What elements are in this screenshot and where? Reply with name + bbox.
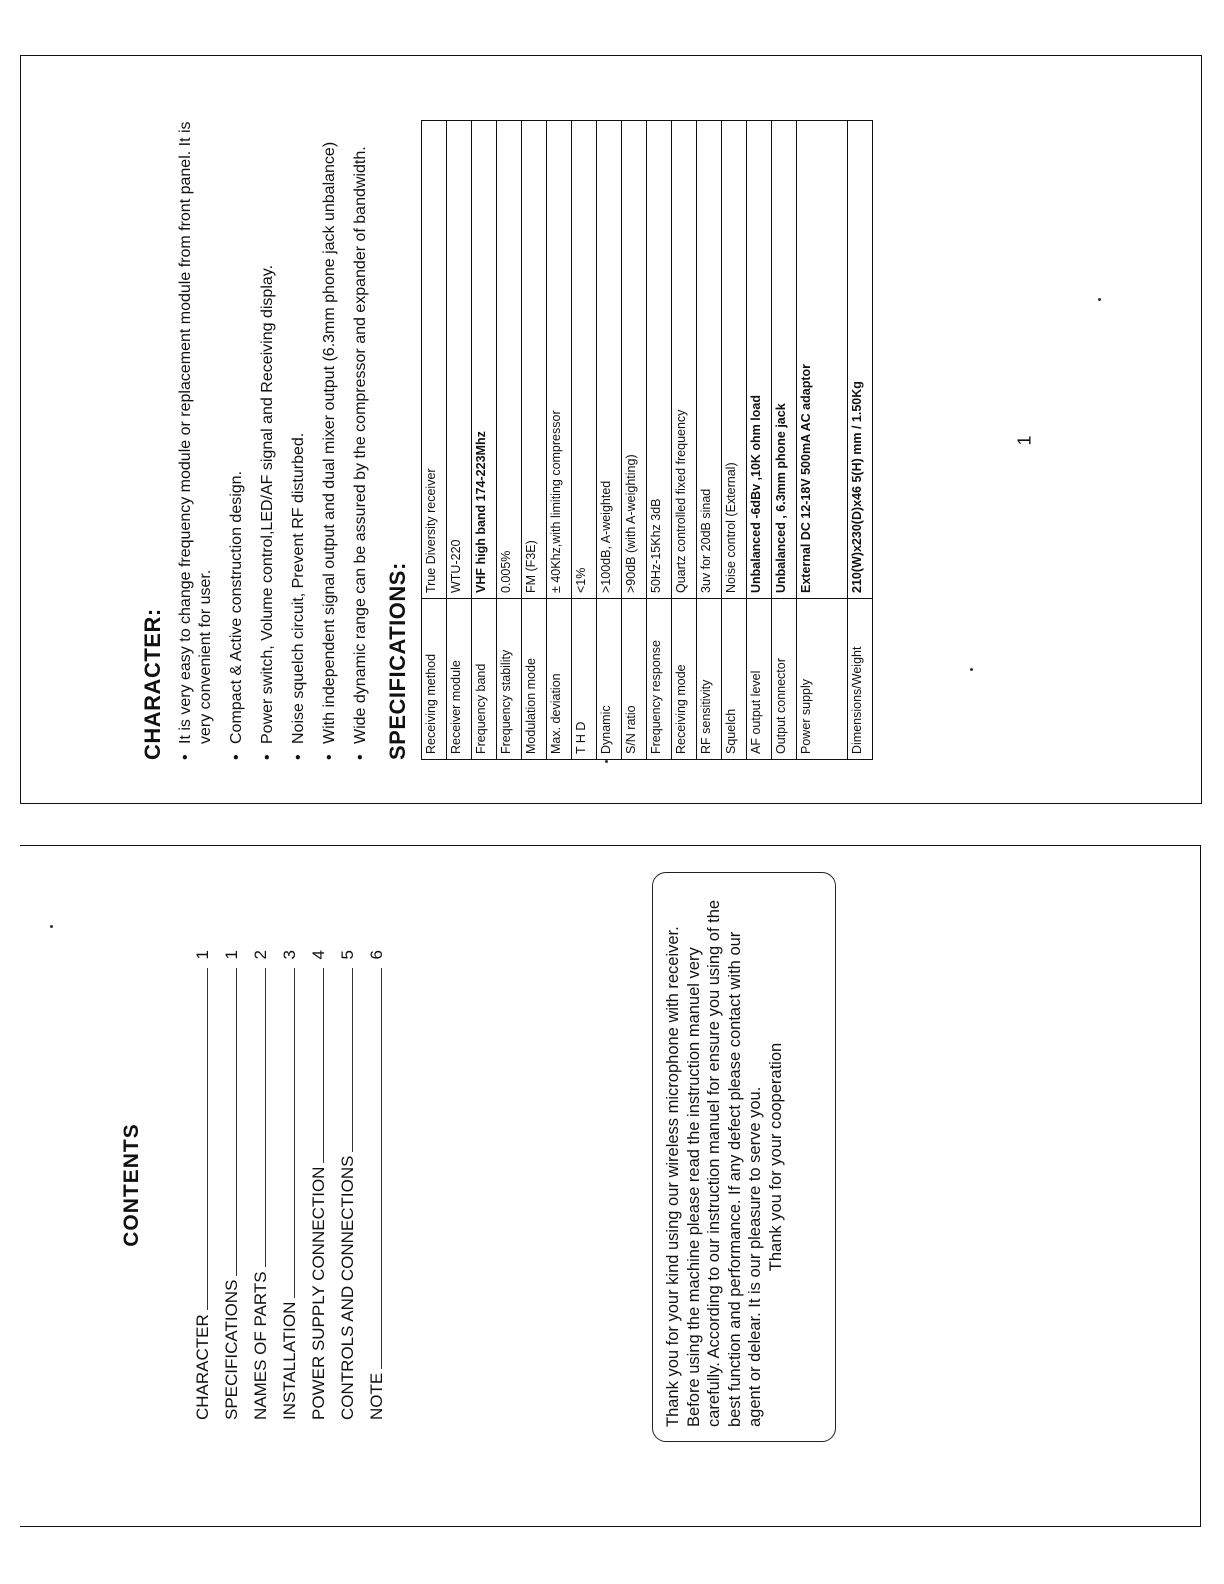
spec-label: Dimensions/Weight (848, 599, 873, 760)
spec-row (447, 121, 472, 760)
specifications-table (421, 120, 873, 760)
contents-section (120, 950, 420, 1420)
scan-speck (970, 668, 973, 671)
contents-entry-page: 5 (338, 950, 357, 960)
spec-value: 210(W)x230(D)x46 5(H) mm / 1.50Kg (848, 121, 873, 599)
contents-entry-page: 4 (309, 950, 328, 960)
contents-leader-line (265, 968, 266, 1267)
spec-row (747, 121, 772, 760)
spec-value: Noise control (External) (722, 121, 747, 599)
spec-label: S/N ratio (622, 599, 647, 760)
contents-leader-line (323, 968, 324, 1163)
character-item: • Compact & Active construction design. (227, 120, 247, 760)
scan-speck (1098, 298, 1101, 301)
spec-row (572, 121, 597, 760)
spec-label: Frequency stability (497, 599, 522, 760)
spec-label: Receiving method (422, 599, 447, 760)
spec-label: Modulation mode (522, 599, 547, 760)
contents-leader-line (207, 968, 208, 1310)
contents-entry-label: POWER SUPPLY CONNECTION (309, 1166, 328, 1420)
contents-entry-label: CONTROLS AND CONNECTIONS (338, 1155, 357, 1420)
spec-value: 0.005% (497, 121, 522, 599)
spec-row (697, 121, 722, 760)
contents-entry (213, 950, 242, 1420)
contents-entry (300, 950, 329, 1420)
contents-title: CONTENTS (120, 1123, 143, 1247)
scan-speck (50, 925, 53, 928)
spec-row (622, 121, 647, 760)
spec-row (497, 121, 522, 760)
spec-row (597, 121, 622, 760)
spec-label: Max. deviation (547, 599, 572, 760)
scan-speck (605, 760, 608, 763)
character-heading: CHARACTER: (140, 608, 165, 760)
contents-list (184, 950, 387, 1420)
contents-entry (242, 950, 271, 1420)
contents-entry-label: INSTALLATION (280, 1301, 299, 1420)
spec-label: RF sensitivity (697, 599, 722, 760)
contents-entry (184, 950, 213, 1420)
thank-you-box (652, 872, 836, 1442)
spec-value: VHF high band 174-223Mhz (472, 121, 497, 599)
character-item: • It is very easy to change frequency module or replacement module from front panel. It is very convenient for user. (176, 120, 216, 760)
thank-you-text: Thank you for your kind using our wireless microphone with receiver. Before using the machine please read the instruction manuel very carefully. According to our instruction manuel for ensure you using of the best function and performance. If any defect please contact with our agent or delear. It is our pleasure to serve you. (664, 899, 764, 1427)
contents-leader-line (236, 968, 237, 1276)
spec-value: 50Hz-15Khz 3dB (647, 121, 672, 599)
contents-entry-label: CHARACTER (193, 1314, 212, 1420)
contents-entry (329, 950, 358, 1420)
contents-entry-label: NOTE (367, 1372, 386, 1420)
contents-entry-page: 1 (193, 950, 212, 960)
spec-value: <1% (572, 121, 597, 599)
spec-label: Output connector (772, 599, 797, 760)
spec-row (848, 121, 873, 760)
character-item: • With independent signal output and dual mixer output (6.3mm phone jack unbalance) (320, 120, 340, 760)
contents-entry (358, 950, 387, 1420)
character-item: • Noise squelch circuit, Prevent RF disturbed. (289, 120, 309, 760)
page-character-specs (140, 120, 960, 760)
contents-entry-label: SPECIFICATIONS (222, 1279, 241, 1420)
spec-label: T H D (572, 599, 597, 760)
page-number: 1 (1014, 435, 1035, 446)
spec-label: Receiver module (447, 599, 472, 760)
spec-label: Squelch (722, 599, 747, 760)
contents-entry-page: 1 (222, 950, 241, 960)
spec-label: AF output level (747, 599, 772, 760)
contents-entry (271, 950, 300, 1420)
spec-row (722, 121, 747, 760)
spec-value: ± 40Khz,with limiting compressor (547, 121, 572, 599)
character-list (176, 120, 371, 760)
character-item: • Wide dynamic range can be assured by the compressor and expander of bandwidth. (351, 120, 371, 760)
spec-label: Frequency band (472, 599, 497, 760)
spec-row (772, 121, 797, 760)
spec-value: External DC 12-18V 500mA AC adaptor (797, 121, 848, 599)
spec-row (422, 121, 447, 760)
thank-you-signoff: Thank you for your cooperation (766, 1042, 785, 1272)
spec-label: Receiving mode (672, 599, 697, 760)
spec-value: 3uv for 20dB sinad (697, 121, 722, 599)
spec-label: Dynamic (597, 599, 622, 760)
spec-row (472, 121, 497, 760)
spec-value: Quartz controlled fixed frequency (672, 121, 697, 599)
contents-leader-line (381, 968, 382, 1369)
spec-value: >90dB (with A-weighting) (622, 121, 647, 599)
spec-value: WTU-220 (447, 121, 472, 599)
spec-value: FM (F3E) (522, 121, 547, 599)
spec-row (647, 121, 672, 760)
contents-entry-page: 6 (367, 950, 386, 960)
contents-leader-line (352, 968, 353, 1152)
spec-row (547, 121, 572, 760)
spec-label: Frequency response (647, 599, 672, 760)
specifications-heading: SPECIFICATIONS: (385, 562, 410, 760)
spec-label: Power supply (797, 599, 848, 760)
character-item: • Power switch, Volume control,LED/AF signal and Receiving display. (258, 120, 278, 760)
spec-value: Unbalanced , 6.3mm phone jack (772, 121, 797, 599)
spec-row (522, 121, 547, 760)
spec-value: True Diversity receiver (422, 121, 447, 599)
contents-entry-page: 2 (251, 950, 270, 960)
contents-leader-line (294, 968, 295, 1298)
contents-entry-label: NAMES OF PARTS (251, 1271, 270, 1420)
spec-value: Unbalanced -6dBv ,10K ohm load (747, 121, 772, 599)
spec-row (797, 121, 848, 760)
contents-entry-page: 3 (280, 950, 299, 960)
spec-row (672, 121, 697, 760)
spec-value: >100dB, A-weighted (597, 121, 622, 599)
